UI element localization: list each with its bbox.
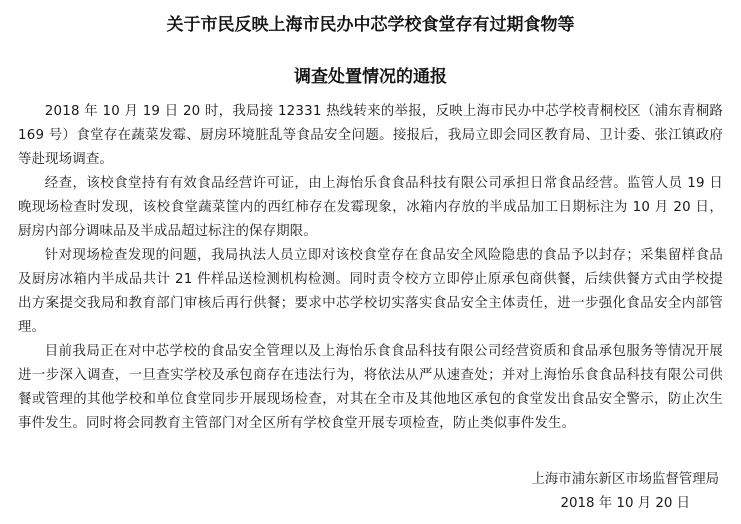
signature-block bbox=[532, 468, 719, 516]
paragraph-report: 2018 年 10 月 19 日 20 时，我局接 12331 热线转来的举报，反映上海市民办中芯学校青桐校区（浦东青桐路 169 号）食堂存在蔬菜发霉、厨房环境脏乱等食品安全问题。接报后，我局立即会同区教育局、卫计委、张江镇政府等赴现场调查。 bbox=[18, 104, 723, 167]
signature-date: 2018 年 10 月 20 日 bbox=[560, 496, 691, 511]
paragraph-actions: 针对现场检查发现的问题，我局执法人员立即对该校食堂存在食品安全风险隐患的食品予以封存；采集留样食品及厨房冰箱内半成品共计 21 件样品送检测机构检测。同时责令校方立即停止原承包商供餐，后续供餐方式由学校提出方案提交我局和教育部门审核后再行供餐；要求中芯学校切实落实食品安全主体责任，进一步强化食品安全内部管理。 bbox=[18, 248, 723, 335]
document-body bbox=[18, 100, 723, 436]
paragraph-investigation: 目前我局正在对中芯学校的食品安全管理以及上海怡乐食食品科技有限公司经营资质和食品承包服务等情况开展进一步深入调查，一旦查实学校及承包商存在违法行为，将依法从严从速查处；并对上海怡乐食食品科技有限公司供餐或管理的其他学校和单位食堂同步开展现场检查，对其在全市及其他地区承包的食堂发出食品安全警示，防止次生事件发生。同时将会同教育主管部门对全区所有学校食堂开展专项检查，防止类似事件发生。 bbox=[18, 344, 723, 431]
document-title-line-2: 调查处置情况的通报 bbox=[294, 67, 447, 87]
paragraph-findings: 经查，该校食堂持有有效食品经营许可证，由上海怡乐食食品科技有限公司承担日常食品经营。监管人员 19 日晚现场检查时发现，该校食堂蔬菜筐内的西红柿存在发霉现象，冰箱内存放的半成品加工日期标注为 10 月 20 日，厨房内部分调味品及半成品超过标注的保存期限。 bbox=[18, 176, 723, 239]
document-title-line-1: 关于市民反映上海市民办中芯学校食堂存有过期食物等 bbox=[166, 15, 575, 35]
signature-organization: 上海市浦东新区市场监督管理局 bbox=[531, 472, 719, 487]
